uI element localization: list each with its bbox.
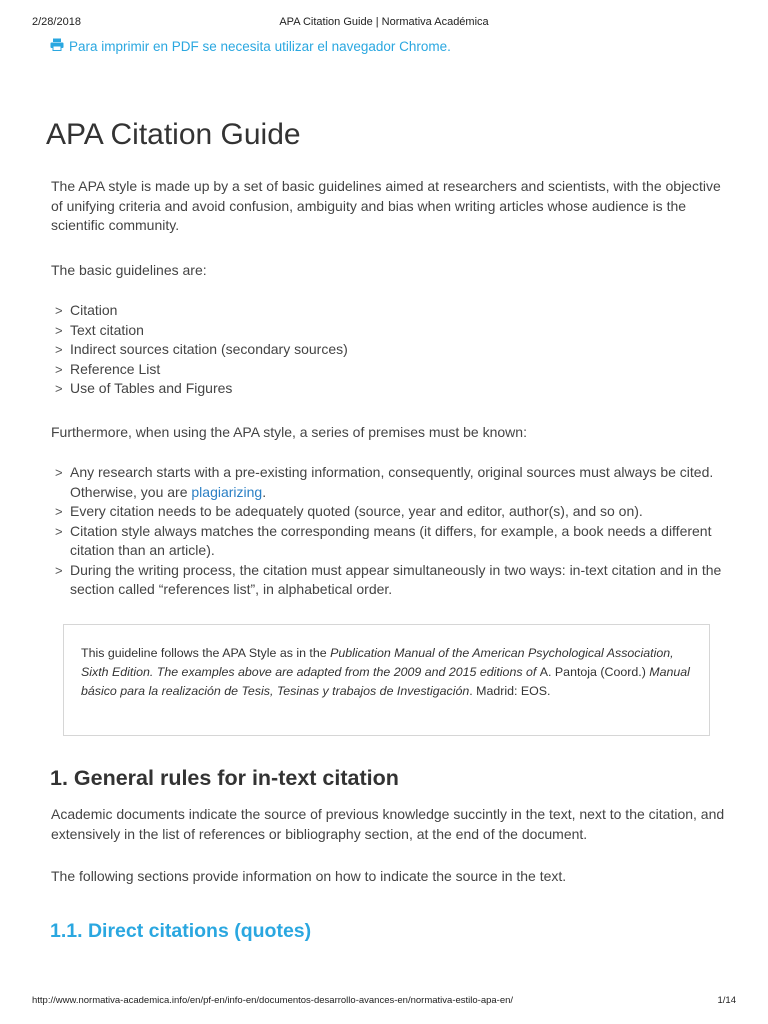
- premises-lead: Furthermore, when using the APA style, a series of premises must be known:: [51, 424, 527, 440]
- premises-list: [55, 463, 735, 600]
- chevron-right-icon: >: [55, 322, 63, 338]
- print-url: http://www.normativa-academica.info/en/pf-en/info-en/documentos-desarrollo-avances-en/normativa-estilo-apa-en/: [32, 995, 514, 1006]
- print-note[interactable]: [50, 38, 451, 54]
- chevron-right-icon: >: [55, 303, 63, 318]
- chevron-right-icon: >: [55, 523, 63, 539]
- chevron-right-icon: >: [55, 342, 63, 357]
- print-note-text: Para imprimir en PDF se necesita utilizar el navegador Chrome.: [69, 38, 451, 54]
- chevron-right-icon: >: [55, 562, 63, 578]
- section-paragraph: Academic documents indicate the source of previous knowledge succintly in the text, next to the citation, and extensively in the list of references or bibliography section, at the end of the document.: [51, 806, 725, 842]
- list-item: > Citation style always matches the corresponding means (it differs, for example, a book needs a different citation than an article).: [55, 522, 712, 558]
- intro-paragraph: The APA style is made up by a set of basic guidelines aimed at researchers and scientists, with the objective of unifying criteria and avoid confusion, ambiguity and bias when writing articles whose audience is the scientific community.: [51, 178, 721, 233]
- guidelines-list: [55, 301, 735, 399]
- list-item: > Every citation needs to be adequately quoted (source, year and editor, author(s), and so on).: [55, 502, 735, 522]
- source-note-box: This guideline follows the APA Style as in the Publication Manual of the American Psychological Association, Sixth Edition. The examples above are adapted from the 2009 and 2015 editions of A. Pantoja (Coord.) Manual básico para la realización de Tesis, Tesinas y trabajos de Investigación. Madrid: EOS.: [63, 624, 710, 736]
- list-item: > Reference List: [55, 360, 735, 380]
- chevron-right-icon: >: [55, 504, 63, 519]
- list-item: > Text citation: [55, 321, 735, 341]
- page-title: APA Citation Guide: [46, 118, 301, 151]
- plagiarizing-link[interactable]: plagiarizing: [191, 483, 263, 500]
- subsection-heading: 1.1. Direct citations (quotes): [50, 920, 312, 942]
- list-item: > Citation: [55, 301, 735, 321]
- list-item: > Use of Tables and Figures: [55, 379, 735, 399]
- chevron-right-icon: >: [55, 381, 63, 396]
- guidelines-lead: The basic guidelines are:: [51, 262, 207, 278]
- list-item: > During the writing process, the citation must appear simultaneously in two ways: in-text citation and in the section called “references list”, in alphabetical order.: [55, 561, 722, 597]
- chevron-right-icon: >: [55, 465, 63, 480]
- list-item: > Any research starts with a pre-existing information, consequently, original sources must always be cited. Otherwise, you are plagiarizing.: [55, 464, 714, 500]
- print-date: 2/28/2018: [32, 16, 81, 28]
- page-number: 1/14: [717, 995, 736, 1006]
- print-page-title: APA Citation Guide | Normativa Académica: [279, 16, 489, 28]
- chevron-right-icon: >: [55, 361, 63, 377]
- section-heading: 1. General rules for in-text citation: [50, 766, 399, 790]
- print-footer: [0, 995, 768, 1009]
- printer-icon: [50, 38, 64, 54]
- list-item: > Indirect sources citation (secondary sources): [55, 340, 735, 360]
- section-paragraph: The following sections provide information on how to indicate the source in the text.: [51, 868, 567, 884]
- print-header: [0, 16, 768, 30]
